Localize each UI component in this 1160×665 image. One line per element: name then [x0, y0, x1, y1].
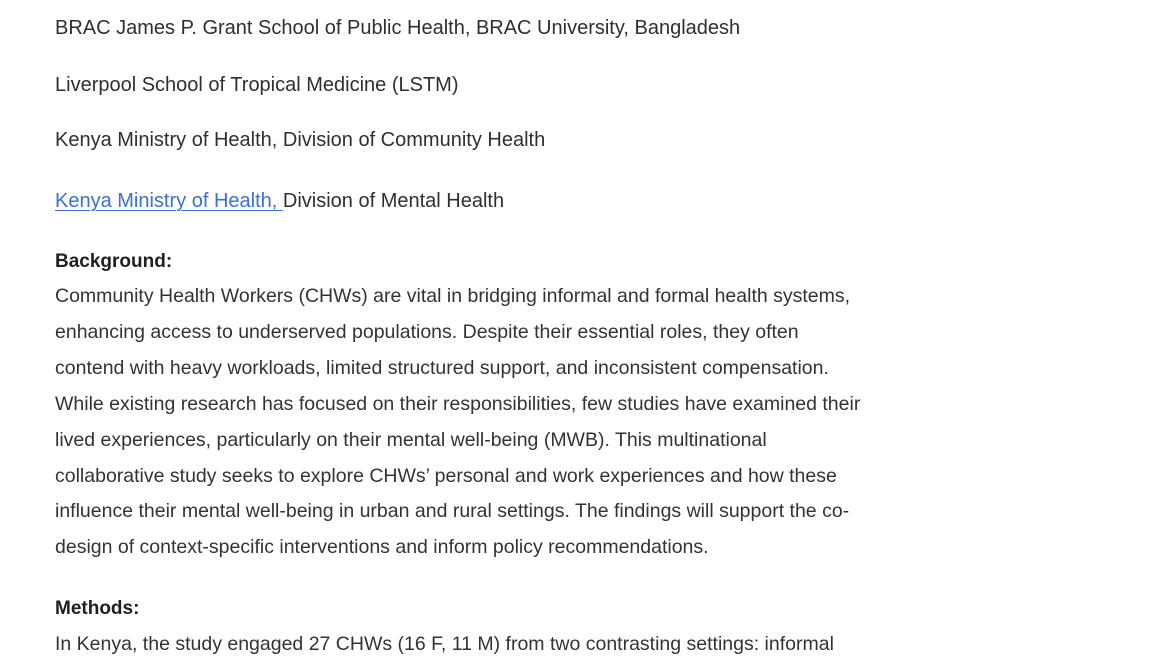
paragraph-line: design of context-specific interventions and inform policy recommendations.: [55, 536, 709, 559]
affiliation-text: Liverpool School of Tropical Medicine (LSTM): [55, 74, 459, 96]
paragraph-line: enhancing access to underserved populations. Despite their essential roles, they often: [55, 320, 799, 343]
affiliation-kenya-community-health: [55, 128, 545, 152]
paragraph-line: While existing research has focused on their responsibilities, few studies have examined their: [55, 392, 861, 415]
background-paragraph: [55, 279, 860, 566]
paragraph-line: In Kenya, the study engaged 27 CHWs (16 F, 11 M) from two contrasting settings: informal: [55, 633, 834, 655]
methods-paragraph: [55, 627, 834, 663]
paragraph-line: contend with heavy workloads, limited structured support, and inconsistent compensation.: [55, 356, 829, 379]
affiliation-kenya-mental-health: [55, 189, 504, 213]
affiliation-lstm: [55, 73, 459, 97]
affiliation-text: Division of Mental Health: [282, 190, 505, 212]
background-heading: Background:: [55, 251, 173, 272]
kenya-ministry-link[interactable]: Kenya Ministry of Health,: [55, 190, 283, 212]
paragraph-line: Community Health Workers (CHWs) are vital in bridging informal and formal health systems,: [55, 285, 851, 307]
paragraph-line: lived experiences, particularly on their mental well-being (MWB). This multinational: [55, 428, 767, 451]
affiliation-brac: [55, 16, 740, 40]
paragraph-line: collaborative study seeks to explore CHWs’ personal and work experiences and how these: [55, 464, 837, 487]
affiliation-text: Kenya Ministry of Health, Division of Community Health: [55, 129, 546, 151]
affiliation-text: BRAC James P. Grant School of Public Health, BRAC University, Bangladesh: [55, 17, 741, 39]
paragraph-line: influence their mental well-being in urban and rural settings. The findings will support the co-: [55, 500, 850, 523]
methods-heading: Methods:: [55, 598, 140, 619]
